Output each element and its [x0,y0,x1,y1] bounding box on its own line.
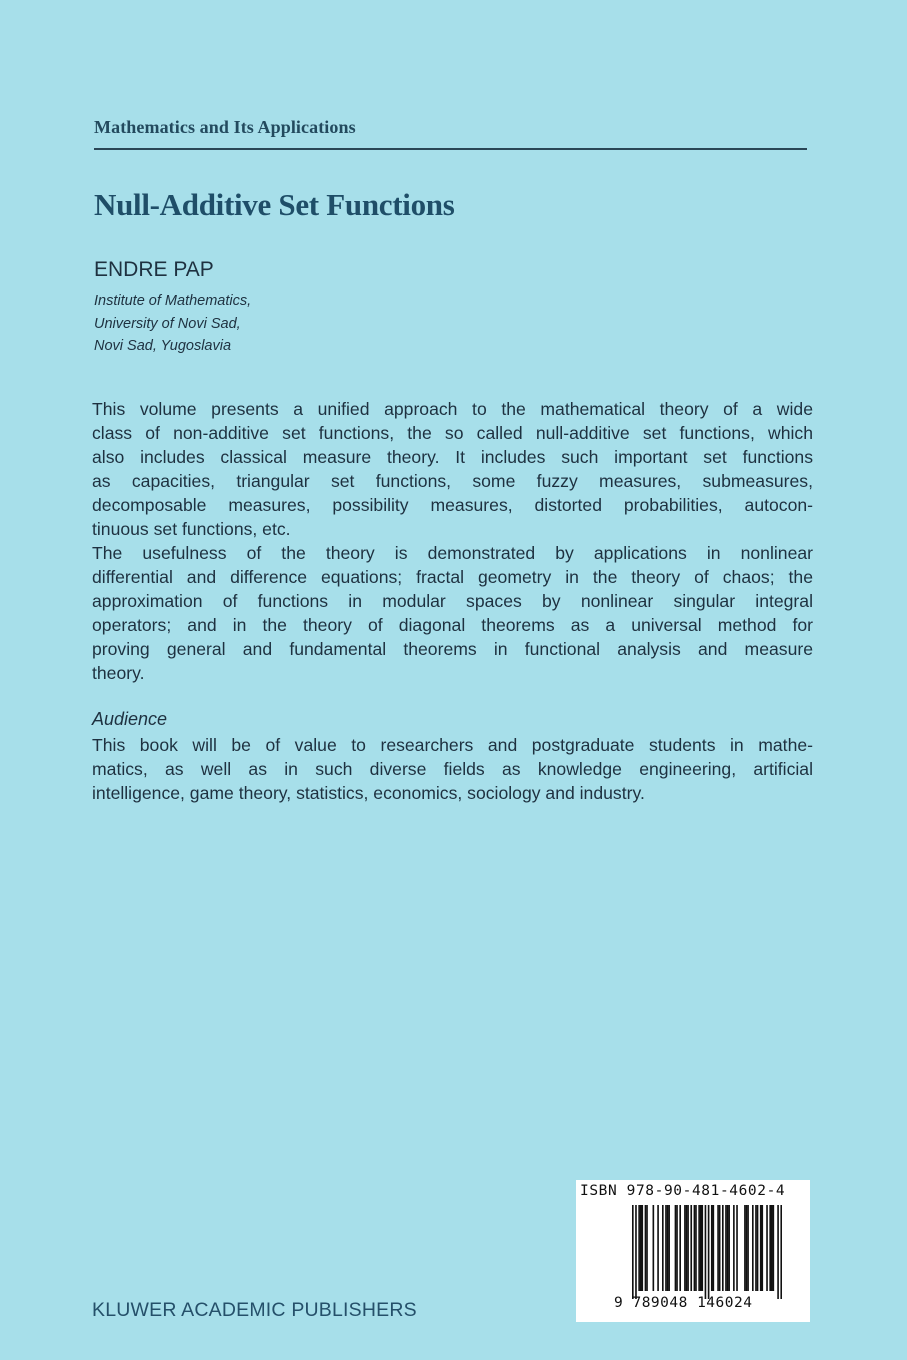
barcode-bar [638,1205,640,1291]
barcode-bar [705,1205,707,1299]
barcode-bar [690,1205,692,1291]
barcode-bar [727,1205,729,1291]
barcode-bar [653,1205,655,1291]
barcode-bar [769,1205,771,1291]
barcode-bar [632,1205,634,1299]
author-affiliation [94,290,251,358]
description-paragraph-2 [92,541,813,686]
publisher-name: KLUWER ACADEMIC PUBLISHERS [92,1299,417,1321]
affiliation-line: Institute of Mathematics, [94,293,252,309]
barcode-bar [679,1205,681,1291]
book-title: Null-Additive Set Functions [94,187,455,222]
barcode-bar [668,1205,670,1291]
barcode-bars-icon [632,1205,782,1299]
barcode-bar [728,1205,730,1291]
barcode-bar [719,1205,721,1291]
barcode-bar [700,1205,702,1291]
text-line: matics, as well as in such diverse fields as knowledge engineering, artificial [92,759,813,780]
barcode-bar [733,1205,735,1291]
series-name: Mathematics and Its Applications [94,117,356,137]
barcode-bar [676,1205,678,1291]
text-line: decomposable measures, possibility measures, distorted probabilities, autocon- [92,495,813,516]
barcode-bar [675,1205,677,1291]
barcode-bar [771,1205,773,1291]
text-line: class of non-additive set functions, the so called null-additive set functions, which [92,423,813,444]
isbn-label: ISBN 978-90-481-4602-4 [580,1183,786,1199]
barcode-bar [747,1205,749,1291]
barcode-bar [701,1205,703,1291]
barcode-bar [722,1205,724,1291]
audience-heading: Audience [92,709,168,729]
text-line: intelligence, game theory, statistics, economics, sociology and industry. [92,783,645,804]
barcode-bar [780,1205,782,1299]
barcode-bar [755,1205,757,1291]
author-name: ENDRE PAP [94,258,214,281]
barcode-bar [665,1205,667,1291]
affiliation-line: Novi Sad, Yugoslavia [94,338,232,354]
barcode-bar [641,1205,643,1291]
barcode-bar [757,1205,759,1291]
barcode-bar [687,1205,689,1291]
text-line: also includes classical measure theory. It includes such important set functions [92,447,813,468]
text-line: proving general and fundamental theorems in functional analysis and measure [92,639,813,660]
barcode-bar [777,1205,779,1299]
barcode-bar [657,1205,659,1291]
barcode-bar [708,1205,710,1299]
text-line: approximation of functions in modular spaces by nonlinear singular integral [92,591,813,612]
barcode-bar [744,1205,746,1291]
barcode-bar [695,1205,697,1291]
text-line: as capacities, triangular set functions, some fuzzy measures, submeasures, [92,471,813,492]
barcode-bar [667,1205,669,1291]
barcode-bar [717,1205,719,1291]
barcode-bar [640,1205,642,1291]
text-line: theory. [92,663,145,684]
text-line: tinuous set functions, etc. [92,519,291,540]
barcode-bar [736,1205,738,1291]
barcode-bar [686,1205,688,1291]
ean-digits: 9 789048 146024 [614,1295,753,1311]
barcode-bar [635,1205,637,1299]
barcode-bar [645,1205,647,1291]
barcode-bar [752,1205,754,1291]
description-paragraph-1 [92,397,813,542]
text-line: differential and difference equations; fractal geometry in the theory of chaos; the [92,567,813,588]
text-line: This volume presents a unified approach to the mathematical theory of a wide [92,399,813,419]
barcode-bar [713,1205,715,1291]
text-line: operators; and in the theory of diagonal theorems as a universal method for [92,615,813,636]
barcode-bar [773,1205,775,1291]
barcode-bar [725,1205,727,1291]
audience-paragraph [92,733,813,805]
barcode-bar [646,1205,648,1291]
barcode-bar [761,1205,763,1291]
isbn-barcode [576,1180,810,1322]
header-rule [94,148,807,150]
text-line: The usefulness of the theory is demonstrated by applications in nonlinear [92,543,813,563]
barcode-bar [684,1205,686,1291]
barcode-bar [662,1205,664,1291]
barcode-bar [746,1205,748,1291]
affiliation-line: University of Novi Sad, [94,315,241,332]
text-line: This book will be of value to researchers and postgraduate students in mathe- [92,735,813,755]
barcode-bar [760,1205,762,1291]
barcode-bar [698,1205,700,1291]
barcode-bar [711,1205,713,1291]
barcode-bar [694,1205,696,1291]
barcode-bar [766,1205,768,1291]
